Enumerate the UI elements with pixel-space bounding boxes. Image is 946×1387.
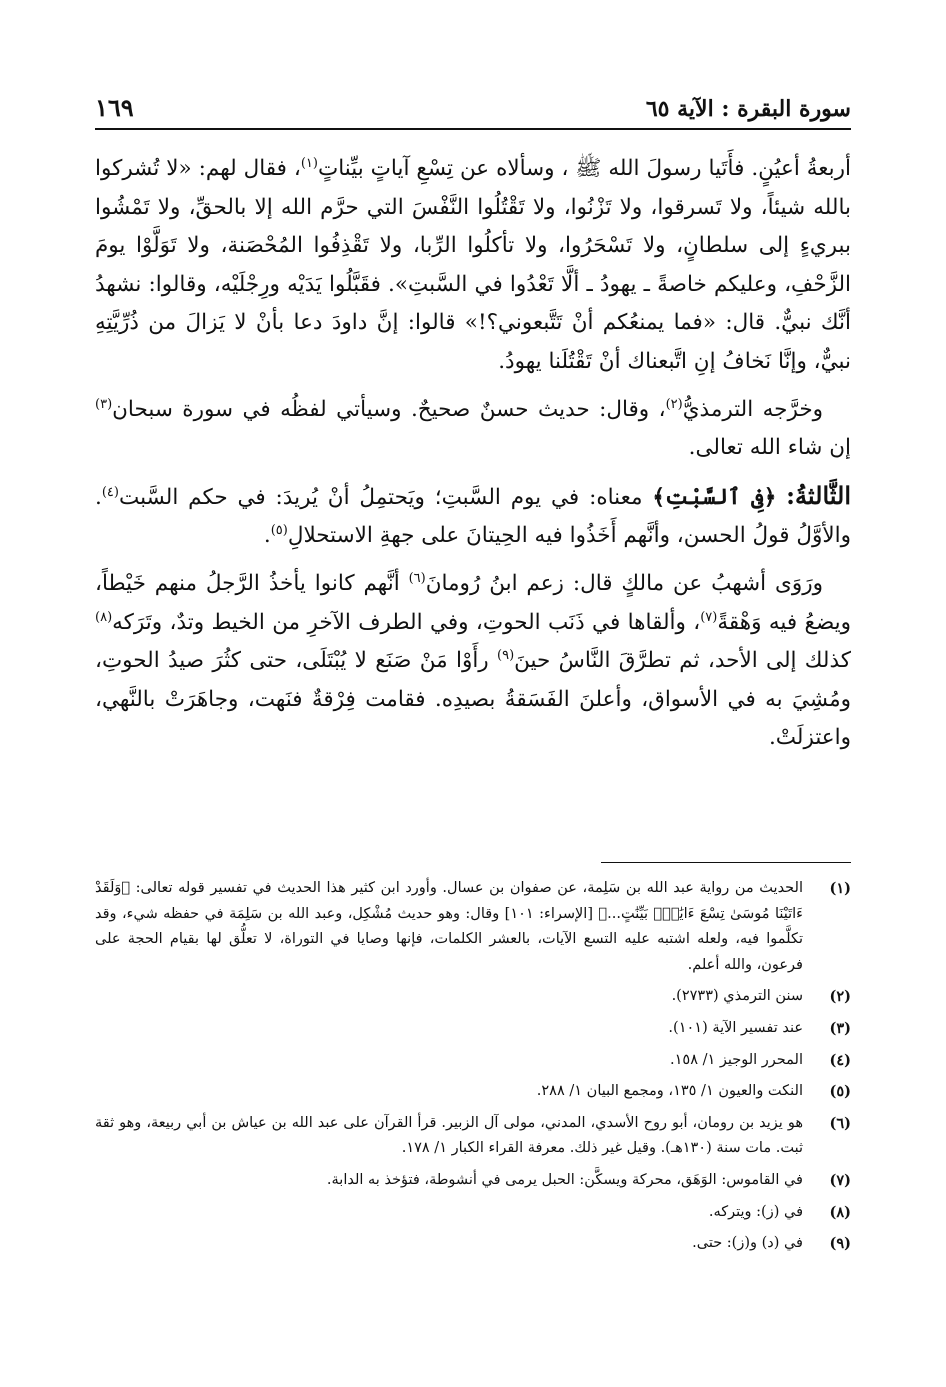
text-run: وخرَّجه الترمذيُّ <box>682 396 823 422</box>
footnotes <box>95 876 851 1263</box>
footnote <box>95 1079 851 1105</box>
footnote <box>95 876 851 978</box>
text-run: رأَوْا مَنْ صَنَع لا يُبْتَلَى، حتى كثُرَ صيدُ الحوتِ، ومُشِيَ به في الأسواق، وأعلنَ الفَسَقةُ بصيدِه. فقامت فِرْقةٌ فنَهت، وجاهَرَتْ بالنَّهي، واعتزلَتْ. <box>95 648 851 751</box>
paragraph-third-point <box>95 477 851 556</box>
footnote-ref[interactable]: (٣) <box>95 396 113 412</box>
footnote-ref[interactable]: (٨) <box>95 609 113 625</box>
main-text <box>95 150 851 758</box>
page-header <box>95 82 851 122</box>
footnote-text: المحرر الوجيز ١/ ١٥٨. <box>670 1051 803 1068</box>
footnote <box>95 1168 851 1194</box>
text-run: أربعةُ أعيُنٍ. فأَتَيا رسولَ الله ﷺ ، وسألاه عن تِسْعِ آياتٍ بيِّناتٍ <box>317 156 851 181</box>
footnote-separator <box>601 862 851 863</box>
footnote-number: (٧) <box>829 1171 851 1189</box>
footnote <box>95 1016 851 1042</box>
footnote-text: في القاموس: الوَهَق، محركة ويسكَّن: الحبل يرمى في أنشوطة، فتؤخذ به الدابة. <box>326 1171 803 1188</box>
footnote <box>95 1200 851 1226</box>
paragraph-hadith <box>95 150 851 382</box>
quran-quote: ﴿فِى ٱلسَّبْتِ﴾ <box>652 484 777 510</box>
footnote-text: في (ز): ويتركه. <box>708 1203 803 1220</box>
footnote-text: هو يزيد بن رومان، أبو روح الأسدي، المدني، مولى آل الزبير. قرأ القرآن على عبد الله بن عياش بن أبي ربيعة، وهو ثقة ثبت. مات سنة (١٣٠هـ). وقيل غير ذلك. معرفة القراء الكبار ١/ ١٧٨. <box>95 1114 803 1157</box>
footnote-number: (٥) <box>829 1083 851 1101</box>
footnote-ref[interactable]: (٥) <box>270 523 288 539</box>
text-run: أنَّهم كانوا يأخذُ الرَّجلُ منهم خَيْطاً، ويضعُ فيه وَهْقةً <box>95 570 851 635</box>
footnote-number: (١) <box>829 880 851 897</box>
header-rule <box>95 128 851 130</box>
footnote <box>95 1048 851 1074</box>
footnote-text: النكت والعيون ١/ ١٣٥، ومجمع البيان ١/ ٢٨٨. <box>536 1083 803 1100</box>
footnote <box>95 1231 851 1257</box>
text-run: كذلك إلى الأحد، ثم تطرَّقَ النَّاسُ حينَ <box>514 648 851 674</box>
paragraph-tirmidhi <box>95 391 851 468</box>
text-run: ، فقال لهم: «لا تُشركوا بالله شيئاً، ولا تَسرقوا، ولا تَزْنُوا، ولا تَقْتُلُوا النَّفْسَ التي حرَّم الله إلا بالحقِّ، ولا تَمْشُوا ببريءٍ إلى سلطانٍ، ولا تَسْحَرُوا، ولا تأكلُوا الرِّبا، ولا تَقْذِفُوا المُحْصَنة، ولا تَوَلَّوْا يومَ الزَّحْفِ، وعليكم خاصةً ـ يهودُ ـ ألَّا تَعْدُوا في السَّبتِ». فقَبَّلُوا يَدَيْه ورِجْلَيْه، وقالوا: نشهدُ أنَّك نبيٌّ. قال: «فما يمنعُكم أنْ تَتَّبعوني؟!» قالوا: إنَّ داودَ دعا بأنْ لا يَزالَ من ذُرِّيَّتِهِ نبيٌّ، وإنَّا نَخافُ إنِ اتَّبعناك أنْ تَقْتُلَنا يهودُ. <box>95 156 851 374</box>
footnote-number: (٤) <box>829 1051 851 1069</box>
footnote-ref[interactable]: (٧) <box>700 609 718 625</box>
text-run: . والأوَّلُ قولُ الحسن، وأنَّهم أَخَذُوا فيه الحِيتانَ على جهةِ الاستحلالِ <box>95 484 851 549</box>
footnote-number: (٨) <box>829 1203 851 1221</box>
running-title: سورة البقرة : الآية ٦٥ <box>645 96 851 122</box>
text-run: معناه: في يوم السَّبتِ؛ ويَحتمِلُ أنْ يُريدَ: في حكم السَّبت <box>118 484 653 510</box>
footnote-number: (٢) <box>829 988 851 1006</box>
footnote-number: (٦) <box>829 1114 851 1132</box>
text-run: ورَوَى أشهبُ عن مالكٍ قال: زعم ابنُ رُومانَ <box>425 570 823 596</box>
paragraph-ashhab <box>95 565 851 758</box>
footnote <box>95 984 851 1010</box>
text-run: . <box>263 523 271 549</box>
footnote-text: عند تفسير الآية (١٠١). <box>668 1019 803 1036</box>
text-run: ، وألقاها في ذَنَب الحوتِ، وفي الطرف الآخرِ من الخيط وتدٌ، وتَرَكه <box>112 609 701 635</box>
section-heading: الثَّالثةُ: <box>786 480 851 510</box>
footnote-text: سنن الترمذي (٢٧٣٣). <box>671 988 803 1005</box>
footnote-ref[interactable]: (٤) <box>101 484 119 500</box>
footnote-ref[interactable]: (١) <box>300 155 318 171</box>
footnote-ref[interactable]: (٢) <box>665 396 683 412</box>
footnote-number: (٣) <box>829 1019 851 1037</box>
footnote-ref[interactable]: (٩) <box>497 647 515 663</box>
text-run: ، وقال: حديث حسنٌ صحيحٌ. وسيأتي لفظُه في سورة سبحان <box>112 396 666 422</box>
footnote-number: (٩) <box>829 1235 851 1253</box>
footnote-text: الحديث من رواية عبد الله بن سَلِمة، عن صفوان بن عسال. وأورد ابن كثير هذا الحديث في تفسير قوله تعالى: ﴿وَلَقَدْ ءَاتَيْنَا مُوسَىٰ تِسْعَ ءَايَٰتٍۭ بَيِّنَٰتٍ...﴾ [الإسراء: ١٠١] وقال: وهو حديث مُشْكِل، وعبد الله بن سَلِمَة في حفظه شيء، وقد تكلَّموا فيه، ولعله اشتبه عليه التسع الآيات، بالعشر الكلمات، فإنها وصايا في التوراة، لا تعلُّق لها بقيام الحجة على فرعون، والله أعلم. <box>95 880 804 973</box>
page-number: ١٦٩ <box>95 93 134 122</box>
footnote-text: في (د) و(ز): حتى. <box>692 1235 803 1252</box>
footnote-ref[interactable]: (٦) <box>408 570 426 586</box>
text-run: إن شاء الله تعالى. <box>688 435 851 461</box>
footnote <box>95 1111 851 1162</box>
